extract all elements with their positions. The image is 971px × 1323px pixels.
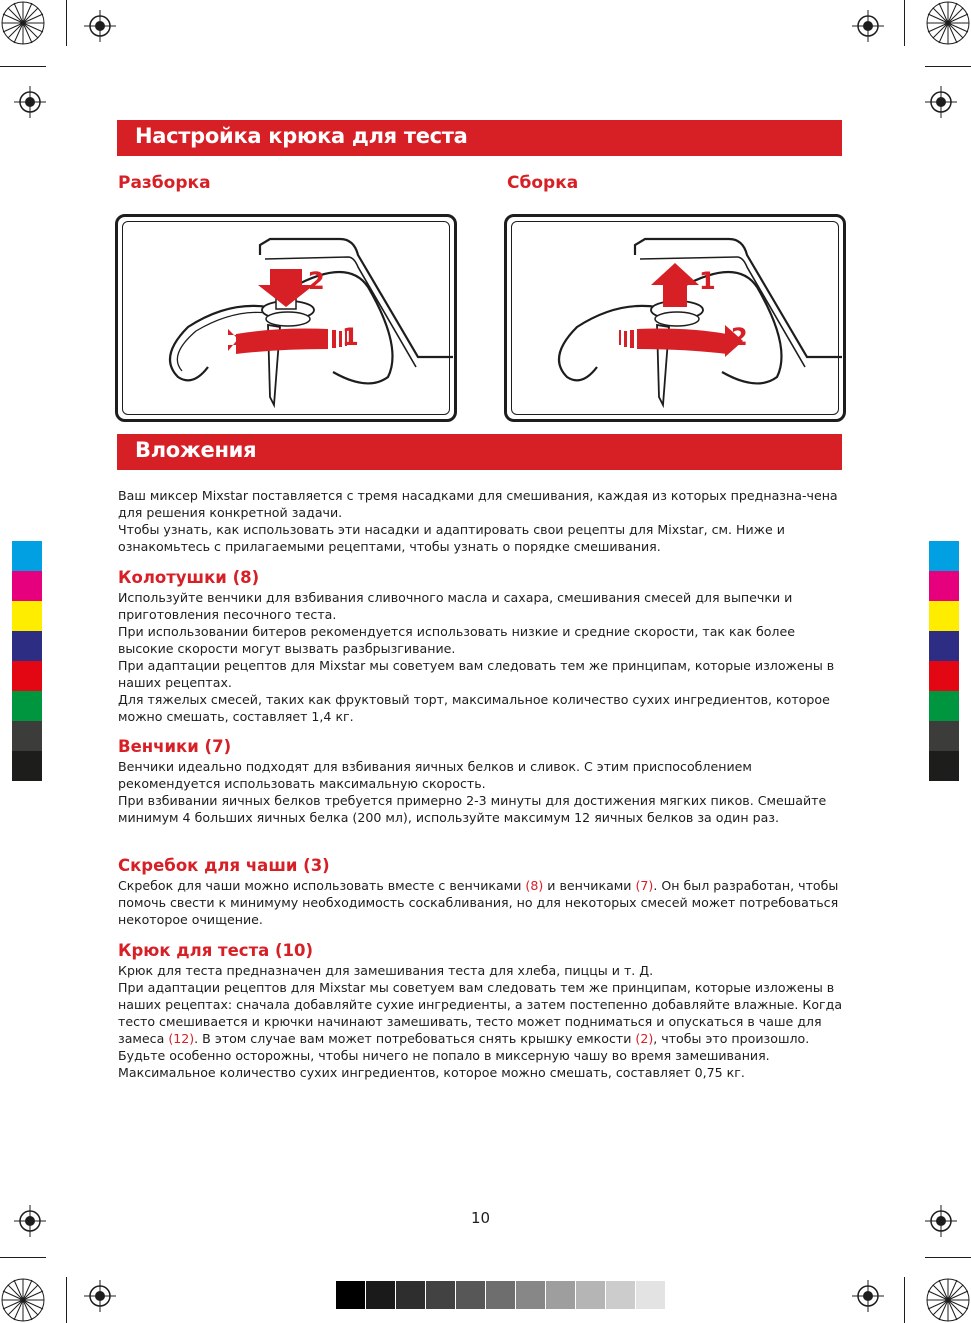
color-swatch (929, 661, 959, 691)
scraper-section (118, 855, 848, 928)
crop-line (0, 66, 46, 67)
starburst-mark-icon (0, 0, 46, 46)
dough-hook-title: Крюк для теста (10) (118, 941, 314, 960)
part-reference: (7) (635, 878, 654, 893)
gray-swatch (456, 1281, 485, 1309)
beaters-title: Колотушки (8) (118, 568, 260, 587)
gray-swatch (426, 1281, 455, 1309)
color-swatch (12, 601, 42, 631)
color-swatch-bar-right (929, 541, 959, 781)
part-reference: (12) (168, 1031, 195, 1046)
color-swatch (12, 571, 42, 601)
registration-mark-icon (14, 1205, 46, 1237)
registration-mark-icon (84, 1280, 116, 1312)
assembly-label: Сборка (507, 173, 579, 193)
starburst-mark-icon (925, 1277, 971, 1323)
dough-hook-illustration (507, 217, 843, 419)
dough-hook-illustration (118, 217, 454, 419)
step-number: 1 (699, 267, 716, 295)
step-number: 2 (731, 323, 748, 351)
gray-calibration-bar (336, 1281, 666, 1309)
disassembly-label: Разборка (118, 173, 211, 193)
step-number: 1 (342, 323, 359, 351)
section-banner-attachments (117, 434, 842, 470)
section-banner-dough-hook-setup (117, 120, 842, 156)
paragraph: Венчики идеально подходят для взбивания яичных белков и сливок. С этим приспособлением рекомендуется использовать максимальную скорость. (118, 759, 752, 791)
whisks-section (118, 736, 848, 826)
disassembly-illustration (115, 214, 457, 422)
registration-mark-icon (925, 86, 957, 118)
gray-swatch (546, 1281, 575, 1309)
color-swatch (12, 751, 42, 781)
paragraph: Крюк для теста предназначен для замешивания теста для хлеба, пиццы и т. Д. (118, 963, 654, 978)
section-title: Вложения (135, 438, 257, 462)
starburst-mark-icon (0, 1277, 46, 1323)
paragraph: Ваш миксер Mixstar поставляется с тремя насадками для смешивания, каждая из которых предназна-чена для решения конкретной задачи. (118, 488, 838, 520)
crop-line (904, 0, 905, 46)
page-number: 10 (471, 1209, 491, 1227)
color-swatch (12, 661, 42, 691)
color-swatch (12, 541, 42, 571)
paragraph: При взбивании яичных белков требуется примерно 2-3 минуты для достижения мягких пиков. Смешайте минимум 4 больших яичных белка (200 мл), используйте максимум 12 яичных белков за один раз. (118, 793, 827, 825)
gray-swatch (336, 1281, 365, 1309)
paragraph: При адаптации рецептов для Mixstar мы советуем вам следовать тем же принципам, которые изложены в наших рецептах. (118, 658, 835, 690)
gray-swatch (486, 1281, 515, 1309)
color-swatch-bar-left (12, 541, 42, 781)
gray-swatch (636, 1281, 665, 1309)
paragraph: Для тяжелых смесей, таких как фруктовый торт, максимальное количество сухих ингредиентов, которое можно смешать, составляет 1,4 кг. (118, 692, 830, 724)
starburst-mark-icon (925, 0, 971, 46)
crop-line (0, 1257, 46, 1258)
part-reference: (2) (635, 1031, 654, 1046)
dough-hook-section (118, 940, 848, 1081)
registration-mark-icon (14, 86, 46, 118)
color-swatch (929, 721, 959, 751)
registration-mark-icon (852, 1280, 884, 1312)
color-swatch (929, 601, 959, 631)
color-swatch (929, 631, 959, 661)
color-swatch (929, 751, 959, 781)
section-title: Настройка крюка для теста (135, 124, 468, 148)
gray-swatch (576, 1281, 605, 1309)
gray-swatch (606, 1281, 635, 1309)
color-swatch (929, 541, 959, 571)
whisks-title: Венчики (7) (118, 737, 232, 756)
registration-mark-icon (925, 1205, 957, 1237)
registration-mark-icon (84, 10, 116, 42)
crop-line (66, 0, 67, 46)
part-reference: (8) (525, 878, 544, 893)
registration-mark-icon (852, 10, 884, 42)
paragraph: Чтобы узнать, как использовать эти насадки и адаптировать свои рецепты для Mixstar, см. Ниже и ознакомьтесь с прилагаемыми рецептами, чтобы узнать о порядке смешивания. (118, 522, 785, 554)
paragraph: При адаптации рецептов для Mixstar мы советуем вам следовать тем же принципам, которые изложены в наших рецептах: сначала добавляйте сухие ингредиенты, а затем постепенно добавляйте влажные. Когда тесто смешивается и крючки начинают замешивать, тесто может подниматься и опускаться в чаше для замеса (12). В этом случае вам может потребоваться снять крышку емкости (2), чтобы это произошло. Будьте особенно осторожны, чтобы ничего не попало в миксерную чашу во время замешивания. (118, 980, 843, 1063)
crop-line (904, 1277, 905, 1323)
crop-line (66, 1277, 67, 1323)
color-swatch (12, 721, 42, 751)
color-swatch (12, 631, 42, 661)
crop-line (925, 1257, 971, 1258)
gray-swatch (396, 1281, 425, 1309)
gray-swatch (516, 1281, 545, 1309)
paragraph: При использовании битеров рекомендуется использовать низкие и средние скорости, так как более высокие скорости могут вызвать разбрызгивание. (118, 624, 795, 656)
gray-swatch (366, 1281, 395, 1309)
crop-line (925, 66, 971, 67)
color-swatch (12, 691, 42, 721)
paragraph: Максимальное количество сухих ингредиентов, которое можно смешать, составляет 0,75 кг. (118, 1065, 745, 1080)
scraper-title: Скребок для чаши (3) (118, 856, 330, 875)
paragraph: Используйте венчики для взбивания сливочного масла и сахара, смешивания смесей для выпечки и приготовления песочного теста. (118, 590, 793, 622)
assembly-illustration (504, 214, 846, 422)
color-swatch (929, 691, 959, 721)
beaters-section (118, 567, 848, 725)
paragraph: Скребок для чаши можно использовать вместе с венчиками (8) и венчиками (7). Он был разработан, чтобы помочь свести к минимуму необходимость соскабливания, но для некоторых смесей может потребоваться некоторое очищение. (118, 878, 839, 927)
step-number: 2 (308, 267, 325, 295)
color-swatch (929, 571, 959, 601)
intro-text (118, 487, 848, 555)
